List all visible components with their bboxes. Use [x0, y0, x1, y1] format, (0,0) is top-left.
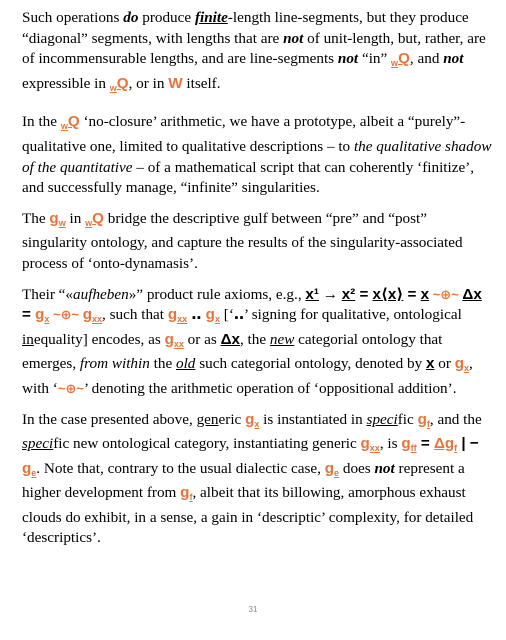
symbol-Q: Q	[92, 209, 104, 227]
formula-x2: x²	[341, 285, 356, 303]
text: does	[339, 459, 375, 477]
text: fic new ontological category, instantiating generic	[53, 435, 361, 453]
oppositional-add-operator: ~⊕~	[49, 307, 83, 323]
text: in	[65, 209, 86, 227]
symbol-g: g	[360, 435, 370, 453]
text: »” product rule axioms, e.g.,	[128, 285, 306, 303]
symbol-g-subscript: e	[31, 467, 37, 478]
symbol-g-subscript: xx	[177, 314, 188, 325]
paragraph-5	[22, 410, 492, 550]
text: , albeit that its billowing, amorphous exhaust clouds do exhibit, in a sense, a gain in ‘descriptic’ complexity, for detailed ‘descriptics’.	[22, 484, 474, 547]
symbol-g-subscript: x	[254, 418, 260, 429]
text: the	[149, 355, 176, 373]
symbol-g: g	[401, 435, 411, 453]
symbol-g-subscript: w	[58, 217, 66, 228]
emphasis-not: not	[443, 50, 464, 68]
text: , and the	[429, 410, 482, 428]
formula-x: x	[425, 355, 435, 373]
symbol-Q: Q	[67, 113, 80, 131]
symbol-g-subscript: f	[454, 443, 458, 454]
symbol-Q: Q	[116, 74, 129, 92]
symbol-g: g	[35, 306, 45, 324]
document-page	[22, 8, 492, 559]
emphasis-in: in	[22, 330, 34, 348]
emphasis-from-within: from within	[79, 355, 150, 373]
symbol-w-sub: w	[85, 217, 93, 228]
text: . Note that, contrary to the usual dialectic case,	[36, 459, 325, 477]
equals: =	[416, 435, 434, 453]
symbol-g-subscript: x	[463, 363, 469, 374]
qualitative-inequality-sign: ․․	[187, 306, 206, 324]
oppositional-add-operator: ~⊕~	[429, 286, 463, 302]
text: , and	[409, 50, 444, 68]
symbol-g-subscript: ff	[410, 443, 417, 454]
text: , or in	[128, 74, 169, 92]
emphasis-not: not	[283, 29, 304, 47]
emphasis-new: new	[269, 330, 295, 348]
text: itself.	[182, 74, 221, 92]
text: , is	[379, 435, 402, 453]
symbol-w-sub: w	[60, 121, 68, 132]
symbol-g-subscript: xx	[91, 314, 102, 325]
formula-x1: x¹	[305, 285, 319, 303]
symbol-g: g	[167, 306, 178, 324]
formula-delta-x: Δx	[462, 285, 482, 303]
text: bridge the descriptive gulf between “pre” and “post” singularity ontology, and capture the results of the singularity-associated process of ‘onto-dynamasis’.	[22, 209, 463, 272]
symbol-g-subscript: x	[44, 314, 50, 325]
symbol-g: g	[180, 484, 190, 502]
equals: =	[22, 306, 36, 324]
text: In the case presented above,	[22, 410, 197, 428]
symbol-g-subscript: x	[214, 314, 220, 325]
qualitative-inequality-sign: ․․	[233, 306, 245, 324]
paragraph-2	[22, 112, 492, 198]
symbol-g: g	[417, 410, 427, 428]
text: is instantiated in	[259, 410, 367, 428]
text: expressible in	[22, 74, 110, 92]
symbol-g-subscript: f	[426, 418, 430, 429]
symbol-g-subscript: e	[334, 467, 340, 478]
text: , such that	[102, 306, 168, 324]
symbol-g: g	[49, 209, 59, 227]
symbol-g: g	[82, 306, 92, 324]
emphasis-qualitative-shadow: the qualitative shadow of the quantitative	[22, 137, 492, 176]
symbol-g: g	[324, 459, 335, 477]
paragraph-4	[22, 285, 492, 400]
text: ’ signing for qualitative, ontological	[244, 306, 462, 324]
symbol-w-sub: w	[109, 82, 117, 93]
text: or as	[183, 330, 221, 348]
formula-x-of-x: x⟨x⟩	[372, 285, 404, 303]
symbol-g: g	[245, 410, 255, 428]
text: | −	[457, 435, 479, 453]
symbol-g: g	[454, 355, 464, 373]
text: ‘no-closure’ arithmetic, we have a prototype, albeit a “purely”-qualitative one, limited to qualitative descriptions – to	[22, 113, 466, 155]
emphasis-not: not	[374, 459, 395, 477]
text: of unit-length, but, rather, are of incommensurable lengths, and are line-segments	[22, 29, 486, 68]
arrow: →	[318, 285, 342, 303]
text: In the	[22, 113, 61, 131]
text: equality] encodes, as	[33, 330, 165, 348]
emphasis-speci: speci	[366, 410, 398, 428]
formula-x: x	[420, 285, 430, 303]
equals: =	[403, 285, 421, 303]
text: “in”	[358, 50, 392, 68]
symbol-g: g	[22, 459, 32, 477]
text: The	[22, 209, 50, 227]
emphasis-speci: speci	[22, 435, 54, 453]
symbol-g: g	[205, 306, 215, 324]
text: produce	[138, 9, 195, 26]
symbol-delta-g: Δg	[433, 435, 455, 453]
text: Their “«	[22, 285, 74, 303]
text: eric	[218, 410, 246, 428]
paragraph-3	[22, 209, 492, 275]
emphasis-finite: finite	[194, 9, 228, 26]
emphasis-old: old	[175, 355, 196, 373]
page-number: 31	[248, 605, 258, 614]
paragraph-1	[22, 8, 492, 98]
text: , the	[239, 330, 270, 348]
text: [‘	[219, 306, 234, 324]
symbol-W: W	[168, 74, 183, 92]
symbol-g-subscript: xx	[369, 443, 380, 454]
text: fic	[397, 410, 418, 428]
text: , with ‘	[22, 355, 473, 397]
text: such categorial ontology, denoted by	[195, 355, 426, 373]
symbol-g-subscript: f	[189, 492, 193, 503]
emphasis-do: do	[123, 9, 139, 26]
equals: =	[355, 285, 373, 303]
symbol-Q: Q	[398, 50, 410, 68]
symbol-w-sub: w	[391, 58, 399, 69]
symbol-g-subscript: xx	[173, 338, 184, 349]
text: or	[434, 355, 455, 373]
formula-delta-x: Δx	[220, 330, 240, 348]
emphasis-not: not	[337, 50, 359, 68]
text: – of a mathematical script that can coherently ‘finitize’, and successfully manage, “infinite” singularities.	[22, 158, 475, 197]
emphasis-aufheben: aufheben	[73, 285, 129, 303]
text: categorial ontology that emerges,	[22, 330, 443, 373]
symbol-g: g	[164, 330, 174, 348]
text: represent a higher development from	[22, 459, 465, 502]
emphasis-gen: gen	[196, 410, 219, 428]
text: ’ denoting the arithmetic operation of ‘oppositional addition’.	[83, 379, 457, 397]
text: Such operations	[22, 9, 124, 26]
oppositional-add-operator: ~⊕~	[57, 380, 84, 396]
text: -length line-segments, but they produce “diagonal” segments, with lengths that are	[22, 9, 469, 47]
